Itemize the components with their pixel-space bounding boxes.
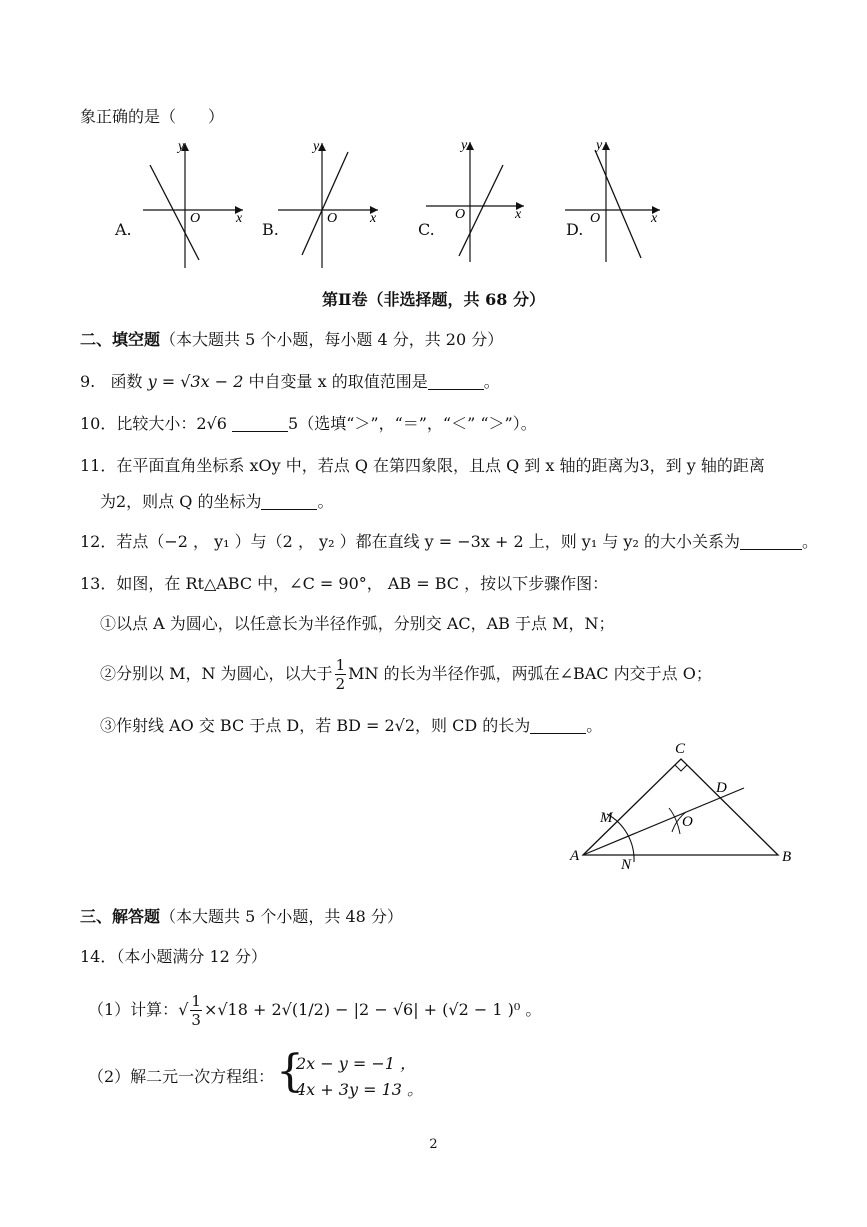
q12-end: 。 bbox=[801, 532, 818, 551]
graph-b-x-label: x bbox=[370, 211, 377, 226]
label-d: D bbox=[716, 780, 727, 796]
q14-p1-frac-den: 3 bbox=[191, 1011, 201, 1029]
q9-post: 中自变量 x 的取值范围是 bbox=[248, 372, 428, 391]
q9-number: 9. bbox=[80, 372, 96, 391]
label-m: M bbox=[600, 810, 613, 826]
graph-a-x-label: x bbox=[236, 211, 243, 226]
part-2-note: （本大题共 5 个小题，每小题 4 分，共 20 分） bbox=[160, 330, 504, 349]
label-o: O bbox=[682, 814, 693, 830]
q14-p1-label: （1）计算： bbox=[88, 1000, 179, 1019]
q11-end: 。 bbox=[317, 492, 334, 511]
q13-intro: 如图，在 Rt△ABC 中，∠C = 90°， AB = BC ，按以下步骤作图： bbox=[116, 574, 609, 593]
sqrt-sign: √ bbox=[178, 1000, 189, 1019]
section-2-title: 第Ⅱ卷（非选择题，共 68 分） bbox=[322, 290, 545, 309]
q13-step3-text: ③作射线 AO 交 BC 于点 D，若 BD = 2√2，则 CD 的长为 bbox=[100, 716, 531, 735]
option-c-label: C. bbox=[418, 220, 435, 239]
q14-eq1: 2x − y = −1 ， bbox=[296, 1054, 417, 1073]
graph-d-origin-label: O bbox=[590, 211, 601, 226]
q11-line2: 为2，则点 Q 的坐标为 bbox=[100, 492, 262, 511]
q13-number: 13． bbox=[80, 574, 117, 593]
part-3-heading: 三、解答题 bbox=[80, 907, 161, 926]
graph-c-x-label: x bbox=[515, 207, 522, 222]
q14-eq2: 4x + 3y = 13 。 bbox=[296, 1080, 424, 1099]
q14-part1 bbox=[88, 990, 541, 1030]
graph-c-y-label: y bbox=[461, 138, 468, 153]
q14-part2-label: （2）解二元一次方程组： bbox=[88, 1067, 275, 1086]
q11-line1: 在平面直角坐标系 xOy 中，若点 Q 在第四象限，且点 Q 到 x 轴的距离为3，到 y 轴的距离 bbox=[116, 456, 765, 475]
q14-p1-fraction bbox=[190, 992, 202, 1029]
option-a-label: A. bbox=[115, 220, 132, 239]
graph-a-y-label: y bbox=[178, 139, 185, 154]
graph-d-x-label: x bbox=[651, 211, 658, 226]
option-d-label: D. bbox=[566, 220, 584, 239]
page-number: 2 bbox=[429, 1137, 438, 1152]
label-n: N bbox=[621, 857, 632, 873]
graph-b-origin-label: O bbox=[327, 211, 338, 226]
q13-step2-pre: ②分别以 M，N 为圆心，以大于 bbox=[100, 664, 333, 683]
question-8-tail: 象正确的是（ ） bbox=[80, 107, 225, 126]
graph-d-y-label: y bbox=[596, 138, 603, 153]
q12-number: 12． bbox=[80, 532, 117, 551]
q13-step1: ①以点 A 为圆心，以任意长为半径作弧，分别交 AC，AB 于点 M，N； bbox=[100, 614, 615, 633]
q13-frac-num: 1 bbox=[335, 656, 346, 674]
q13-frac-den: 2 bbox=[335, 675, 346, 693]
q11-number: 11． bbox=[80, 456, 117, 475]
q10-number: 10． bbox=[80, 414, 117, 433]
system-brace: { bbox=[276, 1046, 304, 1097]
q13-step2-post: MN 的长为半径作弧，两弧在∠BAC 内交于点 O； bbox=[348, 664, 712, 683]
q12-pre: 若点（−2 ， y₁ ）与（2 ， y₂ ）都在直线 y = −3x + 2 上，则 y₁ 与 y₂ 的大小关系为 bbox=[116, 532, 740, 551]
graph-a-origin-label: O bbox=[190, 211, 201, 226]
q9-end: 。 bbox=[483, 372, 500, 391]
q14-p1-expr: ×√18 + 2√(1/2) − |2 − √6| + (√2 − 1 )⁰ 。 bbox=[203, 1000, 542, 1019]
label-c: C bbox=[675, 741, 686, 757]
graph-c-origin-label: O bbox=[455, 207, 466, 222]
part-3-note: （本大题共 5 个小题，共 48 分） bbox=[160, 907, 403, 926]
label-b: B bbox=[782, 849, 792, 865]
q10-pre: 比较大小：2√6 bbox=[116, 414, 227, 433]
part-2-heading: 二、填空题 bbox=[80, 330, 161, 349]
part-3-heading-row bbox=[80, 906, 403, 928]
graph-b-y-label: y bbox=[313, 139, 320, 154]
q14-title: 14．（本小题满分 12 分） bbox=[80, 947, 267, 966]
q13-step3-end: 。 bbox=[586, 716, 603, 735]
label-a: A bbox=[570, 848, 580, 864]
option-b-label: B. bbox=[262, 220, 279, 239]
q9-pre: 函数 bbox=[110, 372, 143, 391]
q9-expr: y = √3x − 2 bbox=[147, 372, 244, 391]
q14-p1-frac-num: 1 bbox=[191, 992, 201, 1010]
q10-post: 5（选填“＞”，“＝”，“＜” “＞”）。 bbox=[288, 414, 537, 433]
